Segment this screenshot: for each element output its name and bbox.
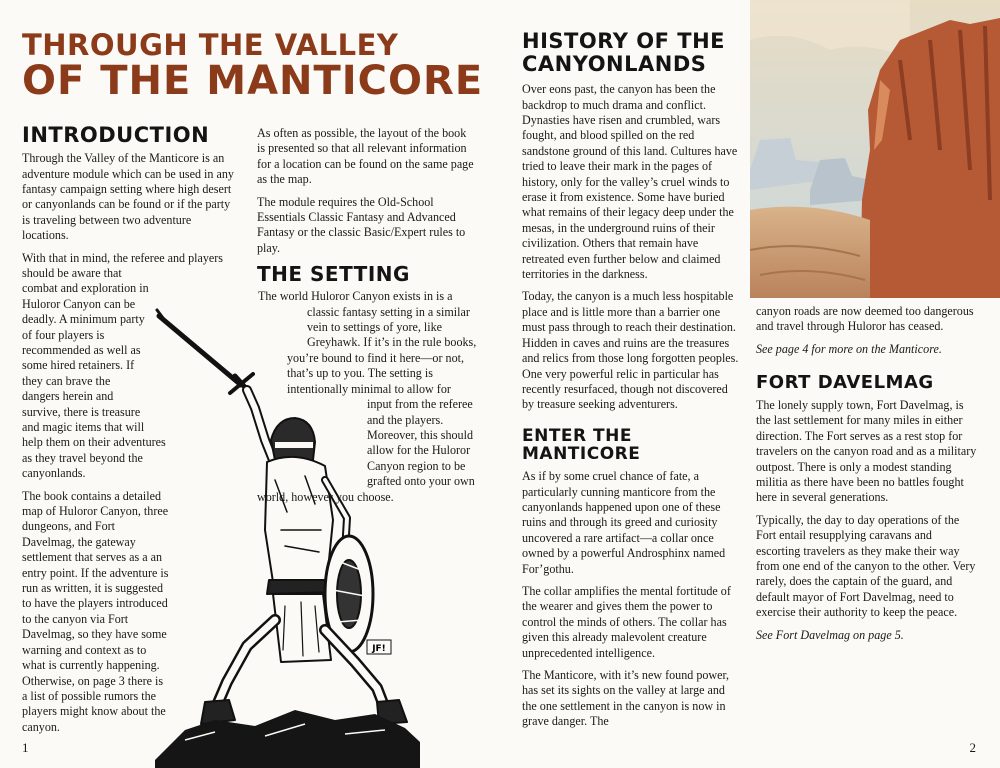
right-column-1: [522, 30, 742, 737]
history-paragraph-2: Today, the canyon is a much less hospitable place and is little more than a barrier one must pass through to reach their destination. Hidden in caves and ruins are the treasures and relics from those long forgotten peoples. One very powerful relic in particular has recently resurfaced, though not discovered by treasure seeking adventurers.: [522, 289, 739, 412]
setting-paragraph-1: The world Huloror Canyon exists in is a classic fantasy setting in a similar vein to settings of yore, like Greyhawk. If it’s in the rule books, you’re bound to find it here—or not, that’s up to you. The setting is intentionally minimal to allow for input from the referee and the players. Moreover, this should allow for the Huloror Canyon region to be grafted onto your own world, however you choose.: [257, 289, 477, 504]
left-column-1: [22, 124, 240, 742]
see-page-5-note: See Fort Davelmag on page 5.: [756, 627, 904, 642]
col2-continuation: canyon roads are now deemed too dangerous and travel through Huloror has ceased.: [756, 304, 974, 334]
intro-paragraph-3: The book contains a detailed map of Huloror Canyon, three dungeons, and Fort Davelmag, the gateway settlement that serves as a an entry point. If the adventure is run as written, it is suggested to have the players introduced to the canyon via Fort Davelmag, so they have some warning and context as to what is currently happening. Otherwise, on page 3 there is a list of possible rumors the players might know about the canyon.: [22, 488, 169, 734]
wrap-spacer: [239, 251, 240, 281]
fort-paragraph-1: The lonely supply town, Fort Davelmag, is the last settlement for many miles in either direction. The Fort serves as a rest stop for travelers on the canyon road and as a military outpost. There is only a modest standing militia as there have been no battles fought here in several generations.: [756, 398, 977, 505]
heading-introduction: INTRODUCTION: [22, 123, 210, 147]
artist-mark: JF!: [372, 644, 386, 654]
page-number-right: 2: [969, 740, 976, 755]
intro-paragraph-2: With that in mind, the referee and players should be aware that combat and exploration in Huloror Canyon can be deadly. A minimum party of four players is recommended as well as some hired retainers. If they can brave the dangers herein and survive, there is treasure and magic items that will help them on their adventures as they travel beyond the canyonlands.: [22, 250, 223, 481]
heading-the-setting: THE SETTING: [257, 262, 410, 287]
wrap-spacer: [170, 421, 240, 711]
wrap-spacer: [257, 409, 367, 489]
history-paragraph-1: Over eons past, the canyon has been the backdrop to much drama and conflict. Dynasties have risen and crumbled, wars fought, and blood spilled on the red sandstone ground of this land. Cultures have tried to leave their mark in the pages of history, only for the valley’s cruel winds to erase it from existence. Some have buried what remains of their legacy deep under the mesas, in the underground ruins of their civilization. Others that remain have retreated even further below and claimed territories in the darkness.: [522, 82, 738, 282]
wrap-spacer: [257, 349, 287, 409]
manticore-paragraph-1: As if by some cruel chance of fate, a particularly cunning manticore from the canyonlands happened upon one of these ruins and through its greed and curiosity uncovered a rare artifact—a collar once owned by a powerful Androsphinx named For’gothu.: [522, 469, 726, 576]
right-column-2: [756, 304, 978, 650]
right-page: [500, 0, 1000, 768]
wrap-spacer: [257, 309, 307, 349]
heading-enter-the-manticore: ENTER THE MANTICORE: [522, 425, 641, 465]
wrap-spacer: [150, 281, 240, 421]
left-column-2: [257, 126, 477, 512]
intro-paragraph-1: Through the Valley of the Manticore is an adventure module which can be used in any fantasy campaign setting where high desert or canyonlands can be found or if the party is traveling between two adventure locations.: [22, 151, 234, 243]
canyon-landscape-painting: [750, 0, 1000, 298]
title-line-1: THROUGH THE VALLEY: [22, 28, 399, 62]
manticore-paragraph-3: The Manticore, with it’s new found power, has set its sights on the valley at large and the one settlement in the canyon is now in grave danger. The: [522, 667, 730, 729]
heading-history-line-2: CANYONLANDS: [522, 52, 707, 77]
heading-history-line-1: HISTORY OF THE: [522, 29, 725, 53]
page-number-left: 1: [22, 740, 29, 755]
see-page-4-note: See page 4 for more on the Manticore.: [756, 341, 942, 356]
fort-paragraph-2: Typically, the day to day operations of the Fort entail resupplying caravans and escorting travelers as they make their way from one end of the canyon to the other. Very rarely, does the captain of the guard, and default mayor of Fort Davelmag, need to exercise their authority to keep the peace.: [756, 512, 976, 620]
col2-paragraph-2: The module requires the Old-School Essentials Classic Fantasy and Advanced Fantasy or the classic Basic/Expert rules to play.: [257, 194, 466, 255]
title-line-2: OF THE MANTICORE: [22, 58, 484, 104]
col2-paragraph-1: As often as possible, the layout of the book is presented so that all relevant information for a location can be found on the same page as the map.: [257, 126, 474, 187]
heading-fort-davelmag: FORT DAVELMAG: [756, 372, 934, 394]
manticore-paragraph-2: The collar amplifies the mental fortitude of the wearer and gives them the power to control the minds of others. The collar has given this already malevolent creature unprecedented intelligence.: [522, 583, 731, 660]
